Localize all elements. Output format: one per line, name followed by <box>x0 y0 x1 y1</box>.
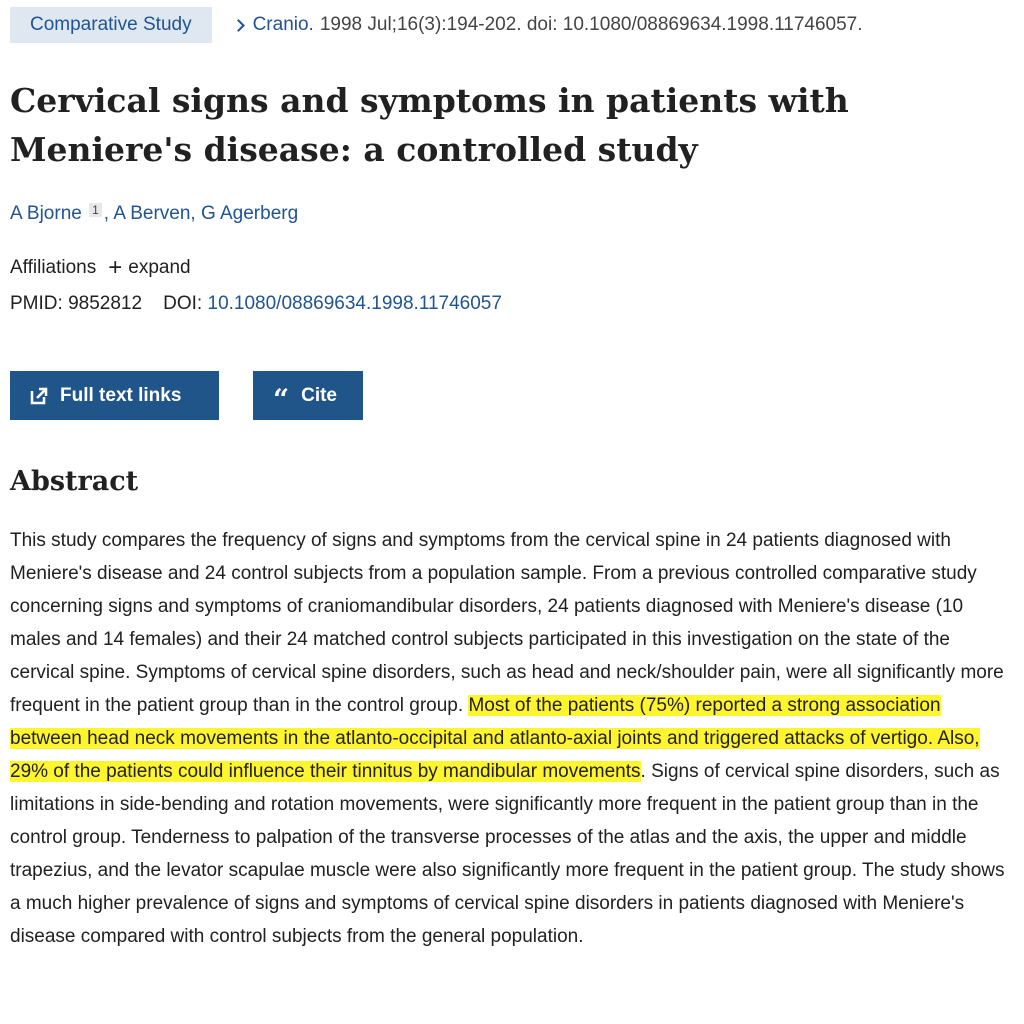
cite-button[interactable] <box>253 371 363 420</box>
author-list <box>10 203 298 225</box>
full-text-links-label: Full text links <box>60 384 182 406</box>
doi-link[interactable]: 10.1080/08869634.1998.11746057 <box>207 293 502 314</box>
doi-label: DOI: <box>163 293 203 314</box>
author-link[interactable]: A Berven <box>113 203 191 224</box>
affiliation-ref[interactable]: 1 <box>89 203 102 217</box>
cite-label: Cite <box>301 384 338 406</box>
full-text-links-button[interactable] <box>10 371 219 420</box>
expand-label: expand <box>128 257 191 278</box>
abstract-text-before: This study compares the frequency of signs and symptoms from the cervical spine in 24 patients diagnosed with Meniere's disease and 24 control subjects from a population sample. From a previous controlled comparative study concerning signs and symptoms of craniomandibular disorders, 24 patients diagnosed with Meniere's disease (10 males and 14 females) and their 24 matched control subjects participated in this investigation on the state of the cervical spine. Symptoms of cervical spine disorders, such as head and neck/shoulder pain, were all significantly more frequent in the patient group than in the control group. <box>10 530 1004 716</box>
journal-link[interactable]: Cranio. <box>252 14 314 35</box>
author-link[interactable]: A Bjorne <box>10 203 82 224</box>
external-link-icon <box>30 387 48 405</box>
abstract-highlight: Most of the patients (75%) reported a strong association between head neck movements in the atlanto-occipital and atlanto-axial joints and triggered attacks of vertigo. Also, 29% of the patients could influence their tinnitus by mandibular movements <box>10 695 980 782</box>
article-title: Cervical signs and symptoms in patients with Meniere's disease: a controlled study <box>10 81 849 169</box>
author-separator: , <box>103 203 114 224</box>
citation-details: 1998 Jul;16(3):194-202. doi: 10.1080/08869634.1998.11746057. <box>319 14 863 35</box>
affiliations-toggle[interactable] <box>10 256 191 280</box>
plus-icon: + <box>108 254 123 281</box>
abstract-text-after: . Signs of cervical spine disorders, such as limitations in side-bending and rotation movements, were significantly more frequent in the patient group than in the control group. Tenderness to palpation of the transverse processes of the atlas and the axis, the upper and middle trapezius, and the levator scapulae muscle were also significantly more frequent in the patient group. The study shows a much higher prevalence of signs and symptoms of cervical spine disorders in patients diagnosed with Meniere's disease compared with control subjects from the general population. <box>10 761 1005 947</box>
quote-icon: “ <box>273 382 290 416</box>
chevron-right-icon <box>232 19 245 32</box>
author-link[interactable]: G Agerberg <box>200 203 299 224</box>
affiliations-label: Affiliations <box>10 257 97 278</box>
identifiers <box>10 293 502 315</box>
abstract-heading: Abstract <box>10 466 139 497</box>
citation-bar <box>10 8 863 42</box>
publication-type-badge[interactable]: Comparative Study <box>10 7 212 43</box>
pmid-label: PMID: <box>10 293 63 314</box>
author-separator: , <box>190 203 201 224</box>
pmid-value: 9852812 <box>68 293 143 314</box>
abstract-text <box>10 524 1015 953</box>
